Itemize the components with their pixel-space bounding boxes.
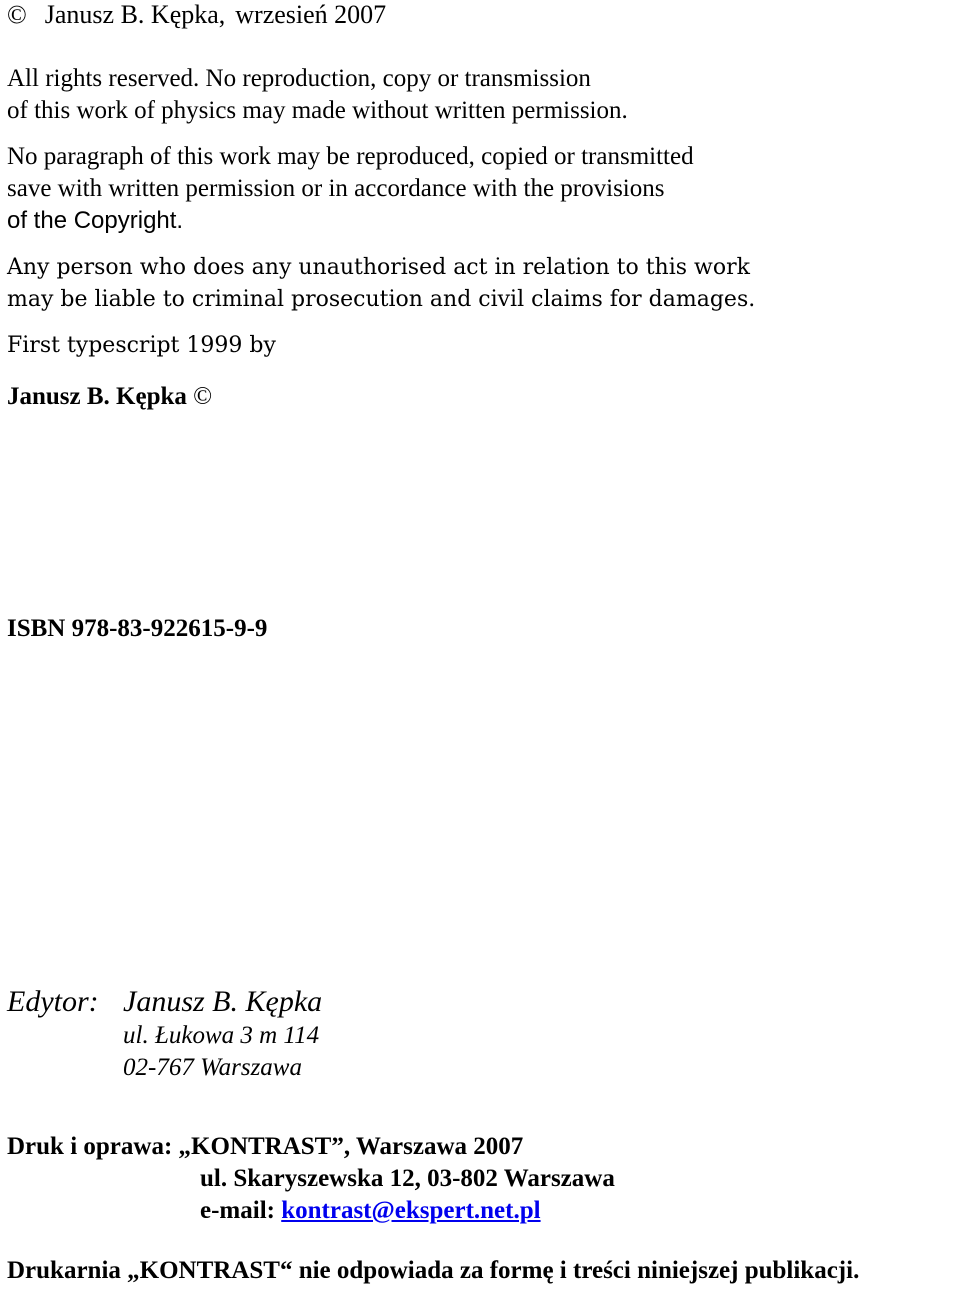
editor-label: Edytor:: [7, 985, 99, 1018]
copyright-symbol: ©: [7, 0, 27, 29]
author-name: Janusz B. Kępka: [7, 383, 187, 410]
printing-line: [7, 1132, 523, 1162]
printing-label: Druk i oprawa:: [7, 1133, 173, 1160]
editor-city: 02-767 Warszawa: [123, 1054, 302, 1081]
author-copyright-symbol: ©: [193, 383, 213, 410]
paragraph-notice-line-3: of the Copyright.: [7, 207, 184, 234]
printing-email-link[interactable]: kontrast@ekspert.net.pl: [281, 1197, 541, 1224]
author-block: [7, 382, 212, 412]
paragraph-notice-line-2: save with written permission or in accordance with the provisions: [7, 175, 665, 202]
copyright-author: Janusz B. Kępka,: [44, 0, 226, 29]
editor-name: Janusz B. Kępka: [123, 985, 323, 1018]
printing-email-line: [200, 1196, 541, 1226]
printing-company: „KONTRAST”, Warszawa 2007: [178, 1133, 524, 1160]
rights-line-2: of this work of physics may made without written permission.: [7, 97, 628, 124]
printing-address: ul. Skaryszewska 12, 03-802 Warszawa: [200, 1165, 615, 1192]
typescript-line: First typescript 1999 by: [7, 333, 276, 358]
liability-line-1: Any person who does any unauthorised act in relation to this work: [7, 255, 750, 280]
liability-line-2: may be liable to criminal prosecution and civil claims for damages.: [7, 287, 756, 312]
editor-street: ul. Łukowa 3 m 114: [123, 1022, 320, 1049]
rights-line-1: All rights reserved. No reproduction, copy or transmission: [7, 65, 591, 92]
copyright-date: wrzesień 2007: [235, 0, 387, 29]
paragraph-notice-line-1: No paragraph of this work may be reproduced, copied or transmitted: [7, 143, 694, 170]
copyright-header: [7, 0, 386, 30]
disclaimer: Drukarnia „KONTRAST“ nie odpowiada za formę i treści niniejszej publikacji.: [7, 1257, 860, 1284]
printing-email-label: e-mail:: [200, 1197, 275, 1224]
isbn: ISBN 978-83-922615-9-9: [7, 615, 268, 642]
